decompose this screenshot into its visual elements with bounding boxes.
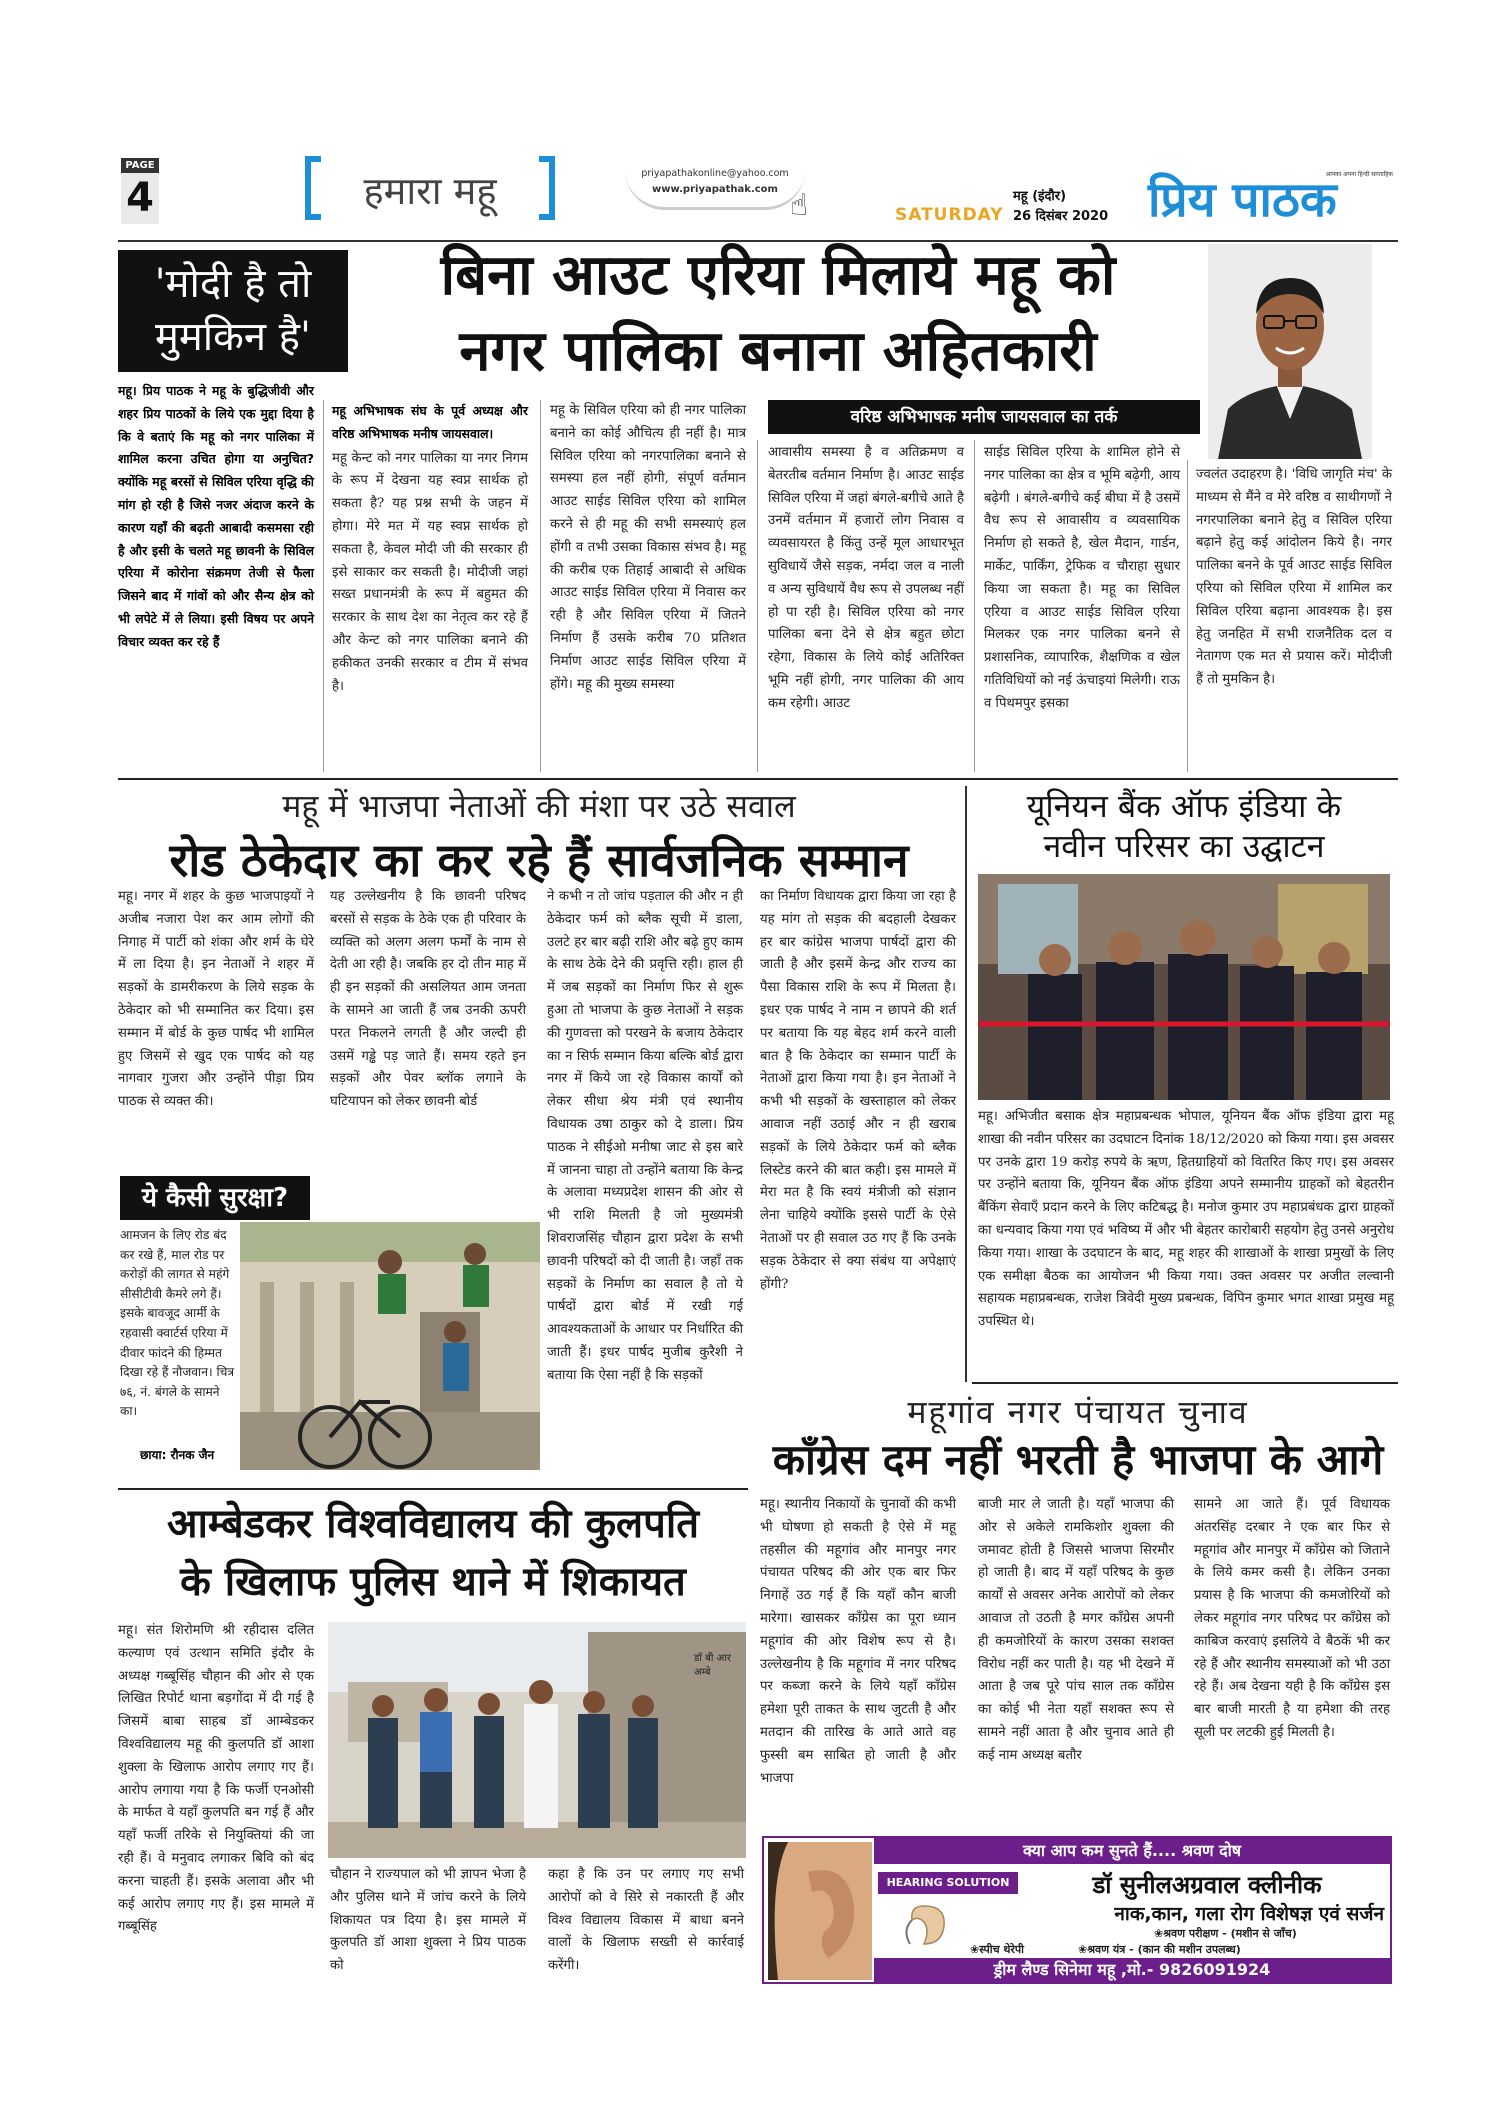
clinic-ad	[762, 1836, 1392, 1984]
logo-text: प्रिय पाठक	[1148, 172, 1337, 228]
story2-col2: यह उल्लेखनीय है कि छावनी परिषद बरसों से सड़क के ठेके एक ही परिवार के व्यक्ति को अलग अलग फर्मों के नाम से देती आ रही है। जबकि हर दो तीन माह में ही इन सड़कों की असलियत आम जनता के सामने आ जाती हैं जब उनकी ऊपरी परत निकलने लगती है और जल्दी ही उसमें गड्ढे पड़ जाते हैं। समय रहते इन सड़कों और पेवर ब्लॉक लगाने के घटियापन को लेकर छावनी बोर्ड	[330, 889, 526, 1110]
story1-col2-lead: महू अभिभाषक संघ के पूर्व अध्यक्ष और वरिष्ठ अभिभाषक मनीष जायसवाल।	[332, 403, 528, 441]
story3-bottom-rule	[972, 1382, 1398, 1384]
story1-col-divider-3	[757, 440, 758, 772]
ad-address-bar	[874, 1958, 1390, 1982]
ad-ear-photo	[768, 1842, 872, 1980]
story1-col2	[332, 400, 528, 698]
section-title: हमारा महू	[363, 169, 497, 213]
story2-col1: महू। नगर में शहर के कुछ भाजपाइयों ने अजीब नजारा पेश कर आम लोगों की निगाह में पार्टी को शंका और शर्म के घेरे में ला दिया है। इन नेताओं ने शहर में सड़कों के डामरीकरण के लिये सड़क के ठेकेदार को भी सम्मानित कर दिया। इस सम्मान में बोर्ड के कुछ पार्षद भी शामिल हुए जिसमें से खुद एक पार्षद को यह नागवार गुजरा और उन्होंने पीड़ा प्रिय पाठक से व्यक्त की।	[118, 889, 314, 1110]
story1-bottom-rule	[118, 778, 1398, 780]
ad-service-1: ❀श्रवण परीक्षण - (मशीन से जाँच)	[1154, 1927, 1297, 1940]
ad-hearing-aid-icon	[894, 1900, 954, 1950]
story1-col2-text: महू केन्ट को नगर पालिका या नगर निगम के रूप में देखना यह स्वप्न सार्थक हो सकता है? यह प्रश्न सभी के जहन में होगा। मेरे मत में यह स्वप्न सार्थक हो सकता है, केवल मोदी जी की सरकार ही इसे साकार कर सकती है। मोदीजी जहां सख्त प्रधानमंत्री के रूप में बहुमत की सरकार के साथ देश का नेतृत्व कर रहे हैं और केन्ट को नगर पालिका बनाने की हकीकत उनकी सरकार व टीम में संभव है।	[332, 450, 528, 694]
security-photo-title	[120, 1176, 310, 1220]
police-complaint-photo	[328, 1622, 746, 1858]
ad-brand: HEARING SOLUTION	[878, 1872, 1018, 1894]
issue-day: SATURDAY	[895, 205, 1004, 225]
story5-top-rule	[118, 1488, 748, 1490]
story3-headline-2: नवीन परिसर का उद्घाटन	[1043, 827, 1325, 865]
story4-col1: महू। स्थानीय निकायों के चुनावों की कभी भी घोषणा हो सकती है ऐसे में महू तहसील की महूगांव और मानपुर नगर पंचायत परिषद की ओर एक बार फिर निगाहें उठ गई हैं कि यहाँ कौन बाजी मारेगा। खासकर कॉंग्रेस का पूरा ध्यान महूगांव की ओर विशेष रूप से है। उल्लेखनीय है कि महूगांव में नगर परिषद पर कब्जा करने के लिये यहाँ कॉंग्रेस हमेशा पूरी ताकत के साथ जुटती है और मतदान की तारिख के आते आते वह फुस्सी बम साबित हो जाती है और भाजपा	[760, 1497, 956, 1786]
ad-clinic-name: डॉ सुनीलअग्रवाल क्लीनीक	[1092, 1871, 1322, 1899]
story2-headline: रोड ठेकेदार का कर रहे हैं सार्वजनिक सम्मान	[169, 833, 909, 887]
story4-kicker: महूगांव नगर पंचायत चुनाव	[907, 1393, 1249, 1431]
story2-col3: ने कभी न तो जांच पड़ताल की और न ही ठेकेदार फर्म को ब्लैक सूची में डाला, उलटे हर बार बढ़ी राशि और बढ़े हुए काम के साथ ठेके देने की प्रवृत्ति रही। हाल ही में जब सड़कों का निर्माण फिर से शुरू हुआ तो भाजपा के कुछ नेताओं ने सड़क की गुणवत्ता को परखने के बजाय ठेकेदार का न सिर्फ सम्मान किया बल्कि बोर्ड द्वारा नगर में किये जा रहे विकास कार्यों को लेकर सीधा श्रेय मंत्री एवं स्थानीय विधायक उषा ठाकुर को दे डाला। प्रिय पाठक ने सीईओ मनीषा जाट से इस बारे में जानना चाहा तो उन्होंने बताया कि केन्द्र के अलावा मध्यप्रदेश शासन की ओर से भी राशि मिलती है जो मुख्यमंत्री शिवराजसिंह चौहान द्वारा प्रदेश के सभी छावनी परिषदों को दी जाती है। जहाँ तक सड़कों के निर्माण का सवाल है तो ये पार्षदों द्वारा बोर्ड में रखी गई आवश्यकताओं के आधार पर निर्धारित की जाती हैं। इधर पार्षद मुजीब कुरैशी ने बताया कि ऐसा नहीं है कि सड़कों	[547, 889, 743, 1383]
logo	[1148, 168, 1393, 232]
story3-headline-1: यूनियन बैंक ऑफ इंडिया के	[1026, 787, 1342, 825]
modi-quote: 'मोदी है तो मुमकिन है'	[154, 261, 312, 360]
logo-tagline: आपका अपना हिन्दी साप्ताहिक	[1325, 171, 1393, 178]
story1-headline-1: बिना आउट एरिया मिलाये महू को	[440, 243, 1116, 308]
story1-col-divider-5	[1187, 460, 1188, 772]
issue-date: 26 दिसंबर 2020	[1013, 209, 1109, 224]
modi-quote-box	[118, 250, 348, 372]
story5-headline-2: के खिलाफ पुलिस थाने में शिकायत	[180, 1559, 686, 1605]
ad-service-2: ❀स्पीच थेरेपी	[970, 1943, 1025, 1956]
security-photo-title-text: ये कैसी सुरक्षा?	[141, 1183, 289, 1213]
ad-address: ड्रीम लैण्ड सिनेमा महू ,मो.- 9826091924	[993, 1960, 1271, 1979]
security-photo	[240, 1222, 540, 1470]
issue-place: महू (इंदौर)	[1013, 189, 1067, 204]
ad-top-banner	[874, 1838, 1390, 1864]
story5-col3: कहा है कि उन पर लगाए गए सभी आरोपों को वे सिरे से नकारती हैं और विश्व विद्यालय विकास में बाधा बनने वालों के खिलाफ सख्ती से कार्रवाई करेंगी।	[548, 1867, 744, 1974]
story1-col-divider-2	[540, 400, 541, 772]
story4-col2: बाजी मार ले जाती है। यहाँ भाजपा की ओर से अकेले रामकिशोर शुक्ला की जमावट होती है जिससे भाजपा सिरमौर हो जाती है। बाद में यहाँ परिषद के कुछ कार्यों से अवसर अनेक आरोपों को लेकर आवाज तो उठती है मगर कॉंग्रेस अपनी ही कमजोरियों के कारण उसका सशक्त विरोध नहीं कर पाती है। यह भी देखने में आता है जब पूरे पांच साल तक कॉंग्रेस का कोई भी नेता यहाँ सशक्त रूप से सामने नहीं आता है और चुनाव आते ही कई नाम अध्यक्ष बतौर	[978, 1497, 1174, 1763]
story3-body: महू। अभिजीत बसाक क्षेत्र महाप्रबन्धक भोपाल, यूनियन बैंक ऑफ इंडिया द्वारा महू शाखा की नवीन परिसर का उदघाटन दिनांक 18/12/2020 को किया गया। इस अवसर पर उनके द्वारा 19 करोड़ रुपये के ऋण, हितग्राहियों को वितरित किए गए। इस अवसर पर उन्होंने बताया कि, यूनियन बैंक ऑफ इंडिया अपने सम्मानीय ग्राहकों को बेहतरीन बैंकिंग सेवाएँ प्रदान करने के लिए कटिबद्ध है। मनोज कुमार उप महाप्रबंधक द्वारा ग्राहकों का धन्यवाद किया गया एवं भविष्य में और भी बेहतर कारोबारी सहयोग हेतु उनसे अनुरोध किया गया। शाखा के उदघाटन के बाद, महू शहर की शाखाओं के शाखा प्रमुखों के लिए एक समीक्षा बैठक का आयोजन भी किया गया। उक्त अवसर पर अजीत लल्वानी सहायक महाप्रबन्धक, राजेश त्रिवेदी मुख्य प्रबन्धक, विपिन कुमार भगत शाखा प्रमुख महू उपस्थित थे।	[978, 1109, 1394, 1330]
story1-col-divider-1	[323, 400, 324, 772]
page-label: PAGE	[121, 158, 159, 173]
university-board-text: डॉ बी आर अम्बे	[694, 1653, 731, 1678]
story5-headline-1: आम्बेडकर विश्वविद्यालय की कुलपति	[166, 1501, 700, 1547]
contact-website: www.priyapathak.com	[652, 184, 778, 195]
security-photo-caption: आमजन के लिए रोड बंद कर रखे हैं, माल रोड पर करोड़ों की लागत से महंगे सीसीटीवी कैमरे लगे हैं। इसके बावजूद आर्मी के रहवासी क्वार्टर्स एरिया में दीवार फांदने की हिम्मत दिखा रहे हैं नौजवान। चित्र ७६, नं. बंगले के सामने का।	[120, 1228, 235, 1419]
story5-col2: चौहान ने राज्यपाल को भी ज्ञापन भेजा है और पुलिस थाने में जांच करने के लिये शिकायत पत्र दिया है। इस मामले में कुलपति डॉ आशा शुक्ला ने प्रिय पाठक को	[330, 1867, 526, 1974]
story4-col3: सामने आ जाते हैं। पूर्व विधायक अंतरसिंह दरबार ने एक बार फिर से महूगांव और मानपुर में कॉंग्रेस को जिताने के लिये कमर कसी है। लेकिन उनका प्रयास है कि भाजपा की कमजोरियों को लेकर महूगांव नगर परिषद पर कॉंग्रेस को काबिज करवाएं इसलिये वे बैठकें भी कर रहे हैं और स्थानीय समस्याओं को भी उठा रहे हैं। अब देखना यही है कि कॉंग्रेस इस बार बाजी मारती है या हमेशा की तरह सूली पर लटकी हुई मिलती है।	[1194, 1497, 1390, 1740]
story1-strap	[768, 400, 1200, 434]
story1-col3: महू के सिविल एरिया को ही नगर पालिका बनाने का कोई औचित्य ही नहीं है। मात्र सिविल एरिया को नगरपालिका बनाने से समस्या हल नहीं होगी, संपूर्ण वर्तमान आउट साईड सिविल एरिया को शामिल करने से ही महू की सभी समस्याएं हल होंगी व तभी उसका विकास संभव है। महू की करीब एक तिहाई आबादी से अधिक आउट साईड सिविल एरिया में निवास कर रही है और सिविल एरिया में जितने निर्माण हैं उसके करीब 70 प्रतिशत निर्माण आउट साईड सिविल एरिया में होंगे। महू की मुख्य समस्या	[550, 403, 746, 692]
ad-specialty: नाक,कान, गला रोग विशेषज्ञ एवं सर्जन	[1114, 1903, 1384, 1925]
contact-email: priyapathakonline@yahoo.com	[641, 168, 789, 179]
story4-headline: कॉंग्रेस दम नहीं भरती है भाजपा के आगे	[772, 1435, 1384, 1484]
story1-strap-text: वरिष्ठ अभिभाषक मनीष जायसवाल का तर्क	[850, 407, 1118, 427]
story5-col1: महू। संत शिरोमणि श्री रहीदास दलित कल्याण एवं उत्थान समिति इंदौर के अध्यक्ष गब्बूसिंह चौहान की ओर से एक लिखित रिपोर्ट थाना बड़गोंदा में दी गई है जिसमें बाबा साहब डॉ आम्बेडकर विश्वविद्यालय महू की कुलपति डॉ आशा शुक्ला के खिलाफ आरोप लगाए गए हैं। आरोप लगाया गया है कि फर्जी एनओसी के मार्फत वे यहाँ कुलपति बन गई हैं और यहाँ फर्जी तरिके से नियुक्तियां की जा रही हैं। वे मनुवाद लगाकर बिवि को बंद करना चाहती हैं। इसके अलावा और भी कई आरोप लगाए गए हैं। इस मामले में गब्बूसिंह	[118, 1623, 314, 1935]
story2-kicker: महू में भाजपा नेताओं की मंशा पर उठे सवाल	[282, 787, 796, 825]
bracket-left	[305, 156, 321, 220]
page-label-box	[121, 158, 159, 224]
story1-col6: ज्वलंत उदाहरण है। 'विधि जागृति मंच' के माध्यम से मैंने व मेरे वरिष्ठ व साथीगणों ने नगरपालिका बनाने हेतु व सिविल एरिया बढ़ाने हेतु कई आंदोलन किये है। नगर पालिका बनने के पूर्व आउट साईड सिविल एरिया को सिविल एरिया में शामिल कर सिविल एरिया बढ़ाना आवश्यक है। इस हेतु जनहित में सभी राजनैतिक दल व नेतागण एक मत से प्रयास करें। मोदीजी हैं तो मुमकिन है।	[1196, 467, 1392, 688]
bank-inauguration-photo	[978, 874, 1390, 1100]
manish-jaiswal-photo	[1208, 244, 1372, 459]
story1-col5: साईड सिविल एरिया के शामिल होने से नगर पालिका का क्षेत्र व भूमि बढ़ेगी, आय बढ़ेगी । बंगले-बगीचे कई बीघा में है उसमें वैध रूप से आवासीय व व्यवसायिक निर्माण हो सकते है, खेल मैदान, गार्डन, मार्केट, पार्किंग, ट्रेफिक व चौराहा सुधार किया जा सकता है। महू का सिविल एरिया व आउट साईड सिविल एरिया मिलकर एक नगर पालिका बनने से प्रशासनिक, व्यापारिक, शैक्षणिक व खेल गतिविधियों को नई ऊंचाइयां मिलेगी। राऊ व पिथमपुर इसका	[984, 445, 1180, 711]
story2-right-divider	[965, 786, 967, 1382]
cursor-icon: ☝	[790, 188, 809, 223]
page-number: 4	[126, 175, 154, 221]
security-photo-credit: छाया: रौनक जैन	[140, 1448, 215, 1462]
story1-headline-2: नगर पालिका बनाना अहितकारी	[459, 319, 1097, 384]
ad-top-text: क्या आप कम सुनते हैं.... श्रवण दोष	[1022, 1841, 1241, 1860]
contact-box	[625, 166, 805, 210]
section-banner	[305, 156, 555, 220]
bracket-right	[539, 156, 555, 220]
story1-col4: आवासीय समस्या है व अतिक्रमण व बेतरतीब वर्तमान निर्माण है। आउट साईड सिविल एरिया में जहां बंगले-बगीचे आते है उनमें वर्तमान में हजारों लोग निवास व व्यवसायरत है किंतु उन्हें मूल आधारभूत सुविधायें जैसे सड़क, नर्मदा जल व नाली व अन्य सुविधायें वैध रूप से उपलब्ध नहीं हो पा रही है। सिविल एरिया को नगर पालिका बना देने से क्षेत्र बहुत छोटा रहेगा, विकास के लिये कोई अतिरिक्त भूमि नहीं होगी, नगर पालिका की आय कम रहेगी। आउट	[768, 445, 964, 711]
story1-intro: महू। प्रिय पाठक ने महू के बुद्धिजीवी और शहर प्रिय पाठकों के लिये एक मुद्दा दिया है कि वे बताएं कि महू को नगर पालिका में शामिल करना उचित होगा या अनुचित? क्योंकि महू बरसों से सिविल एरिया वृद्धि की मांग हो रही है जिसे नजर अंदाज करने के कारण यहाँ की बढ़ती आबादी कसमसा रही है और इसी के चलते महू छावनी के सिविल एरिया में कोरोना संक्रमण तेजी से फैला जिसने बाद में गांवों को और सैन्य क्षेत्र को भी लपेटे में ले लिया। इसी विषय पर अपने विचार व्यक्त कर रहे हैं	[118, 383, 314, 649]
story1-col-divider-4	[974, 440, 975, 772]
story2-col4: का निर्माण विधायक द्वारा किया जा रहा है यह मांग तो सड़क की बदहाली देखकर हर बार कांग्रेस भाजपा पार्षदों द्वारा की जाती है और इसमें केन्द्र और राज्य का पैसा विकास राशि के रूप में मिलता है। इधर एक पार्षद ने नाम न छापने की शर्त पर बताया कि यह बेहद शर्म करने वाली बात है कि ठेकेदार का सम्मान पार्टी के नेताओं द्वारा किया गया है। इन नेताओं ने कभी भी सड़कों के खस्ताहाल को लेकर आवाज नहीं उठाई और न ही खराब सड़कों के लिये ठेकेदार फर्म को ब्लैक लिस्टेड करने की बात कही। इस मामले में मेरा मत है कि स्वयं मंत्रीजी को संज्ञान लेना चाहिये क्योंकि इससे पार्टी के ऐसे नेताओं पर ही सवाल उठ गए हैं कि उनके सड़क ठेकेदार से क्या संबंध या अपेक्षाएं होंगी?	[760, 889, 956, 1292]
ad-service-3: ❀श्रवण यंत्र - (कान की मशीन उपलब्ध)	[1078, 1943, 1241, 1956]
